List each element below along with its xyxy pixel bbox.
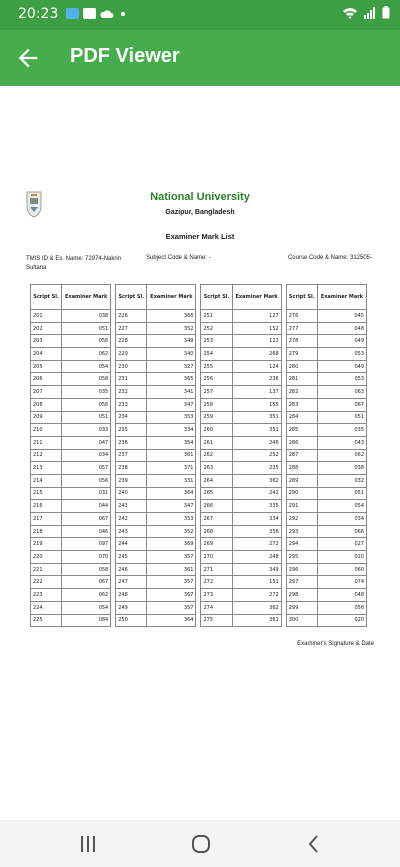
table-row <box>31 563 367 576</box>
mark-cell: 031 <box>62 487 111 500</box>
script-cell: 205 <box>31 360 62 373</box>
script-cell: 250 <box>116 614 147 627</box>
mark-cell: 155 <box>232 398 281 411</box>
script-cell: 283 <box>286 398 317 411</box>
mark-cell: 272 <box>232 538 281 551</box>
mark-cell: 056 <box>317 601 366 614</box>
script-cell: 300 <box>286 614 317 627</box>
script-cell: 226 <box>116 310 147 323</box>
mark-cell: 340 <box>147 348 196 361</box>
mark-cell: 020 <box>317 551 366 564</box>
table-row <box>31 589 367 602</box>
mark-cell: 248 <box>232 551 281 564</box>
dot-icon <box>121 12 125 16</box>
status-bar <box>0 0 400 30</box>
university-name: National University <box>150 191 250 203</box>
script-cell: 204 <box>31 348 62 361</box>
script-header: Script Sl. <box>201 285 232 310</box>
script-cell: 276 <box>286 310 317 323</box>
script-cell: 253 <box>201 335 232 348</box>
mark-cell: 362 <box>232 474 281 487</box>
script-cell: 230 <box>116 360 147 373</box>
mark-cell: 058 <box>62 373 111 386</box>
mark-cell: 152 <box>232 322 281 335</box>
mark-cell: 062 <box>62 348 111 361</box>
mark-cell: 074 <box>317 576 366 589</box>
script-cell: 223 <box>31 589 62 602</box>
app-bar <box>0 30 400 86</box>
app-title: PDF Viewer <box>70 45 180 67</box>
script-cell: 264 <box>201 474 232 487</box>
mark-cell: 062 <box>62 589 111 602</box>
table-row <box>31 386 367 399</box>
mark-cell: 347 <box>147 500 196 513</box>
mark-cell: 364 <box>147 614 196 627</box>
script-cell: 206 <box>31 373 62 386</box>
script-cell: 256 <box>201 373 232 386</box>
back-nav-icon[interactable] <box>302 832 326 856</box>
script-cell: 225 <box>31 614 62 627</box>
script-header: Script Sl. <box>31 285 62 310</box>
script-cell: 248 <box>116 589 147 602</box>
mark-cell: 046 <box>62 525 111 538</box>
university-location: Gazipur, Bangladesh <box>165 209 235 216</box>
table-row <box>31 576 367 589</box>
mark-cell: 362 <box>232 601 281 614</box>
mark-cell: 048 <box>317 589 366 602</box>
mark-header: Examiner Mark <box>147 285 196 310</box>
mark-cell: 354 <box>147 436 196 449</box>
script-cell: 222 <box>31 576 62 589</box>
mark-cell: 349 <box>232 563 281 576</box>
mark-cell: 032 <box>317 474 366 487</box>
table-row <box>31 449 367 462</box>
script-cell: 217 <box>31 513 62 526</box>
mark-cell: 361 <box>147 563 196 576</box>
script-cell: 249 <box>116 601 147 614</box>
mark-cell: 127 <box>232 310 281 323</box>
table-row <box>31 398 367 411</box>
signature-label: Examiner's Signature & Date <box>297 641 374 647</box>
script-cell: 297 <box>286 576 317 589</box>
mark-cell: 352 <box>147 322 196 335</box>
mark-cell: 038 <box>317 462 366 475</box>
script-cell: 202 <box>31 322 62 335</box>
script-cell: 221 <box>31 563 62 576</box>
script-cell: 244 <box>116 538 147 551</box>
script-cell: 278 <box>286 335 317 348</box>
script-cell: 251 <box>201 310 232 323</box>
script-cell: 258 <box>201 398 232 411</box>
script-cell: 233 <box>116 398 147 411</box>
table-row <box>31 348 367 361</box>
table-row <box>31 411 367 424</box>
mark-cell: 236 <box>232 373 281 386</box>
mark-cell: 045 <box>317 310 366 323</box>
mark-cell: 341 <box>147 386 196 399</box>
script-cell: 201 <box>31 310 62 323</box>
mark-cell: 038 <box>62 310 111 323</box>
script-cell: 240 <box>116 487 147 500</box>
script-cell: 227 <box>116 322 147 335</box>
script-cell: 220 <box>31 551 62 564</box>
script-cell: 245 <box>116 551 147 564</box>
mark-cell: 151 <box>232 576 281 589</box>
recent-apps-icon[interactable] <box>76 832 100 856</box>
mark-cell: 327 <box>147 360 196 373</box>
list-title: Examiner Mark List <box>165 232 235 241</box>
script-cell: 257 <box>201 386 232 399</box>
script-cell: 266 <box>201 500 232 513</box>
mark-cell: 033 <box>62 424 111 437</box>
table-row <box>31 551 367 564</box>
table-row <box>31 513 367 526</box>
youtube-icon <box>83 8 96 19</box>
script-cell: 292 <box>286 513 317 526</box>
home-icon[interactable] <box>189 832 213 856</box>
script-cell: 267 <box>201 513 232 526</box>
signal-icon <box>364 7 376 19</box>
mark-cell: 351 <box>232 424 281 437</box>
mark-cell: 357 <box>147 601 196 614</box>
subject-info: Subject Code & Name: - <box>146 255 211 261</box>
script-cell: 274 <box>201 601 232 614</box>
script-cell: 229 <box>116 348 147 361</box>
table-row <box>31 462 367 475</box>
wifi-icon <box>342 7 358 19</box>
table-row <box>31 614 367 627</box>
table-row <box>31 601 367 614</box>
mark-cell: 066 <box>317 525 366 538</box>
script-cell: 296 <box>286 563 317 576</box>
course-info: Course Code & Name: 312505- <box>287 255 372 261</box>
mark-cell: 051 <box>62 322 111 335</box>
mark-cell: 056 <box>62 398 111 411</box>
mark-header: Examiner Mark <box>232 285 281 310</box>
script-cell: 299 <box>286 601 317 614</box>
script-cell: 285 <box>286 424 317 437</box>
mark-cell: 058 <box>62 563 111 576</box>
script-cell: 213 <box>31 462 62 475</box>
script-cell: 242 <box>116 513 147 526</box>
script-cell: 210 <box>31 424 62 437</box>
script-cell: 294 <box>286 538 317 551</box>
table-row <box>31 538 367 551</box>
script-cell: 298 <box>286 589 317 602</box>
table-row <box>31 322 367 335</box>
script-cell: 287 <box>286 449 317 462</box>
script-cell: 293 <box>286 525 317 538</box>
script-cell: 238 <box>116 462 147 475</box>
script-cell: 288 <box>286 462 317 475</box>
script-cell: 252 <box>201 322 232 335</box>
back-arrow-icon[interactable] <box>14 44 42 72</box>
table-row <box>31 487 367 500</box>
mark-cell: 084 <box>62 614 111 627</box>
script-cell: 219 <box>31 538 62 551</box>
script-cell: 271 <box>201 563 232 576</box>
table-header-row <box>31 285 367 310</box>
table-row <box>31 525 367 538</box>
script-cell: 261 <box>201 436 232 449</box>
pdf-page[interactable] <box>0 86 400 820</box>
script-cell: 289 <box>286 474 317 487</box>
script-cell: 281 <box>286 373 317 386</box>
script-cell: 215 <box>31 487 62 500</box>
mark-cell: 364 <box>147 487 196 500</box>
mark-header: Examiner Mark <box>62 285 111 310</box>
cloud-icon <box>100 9 114 19</box>
script-cell: 208 <box>31 398 62 411</box>
mark-cell: 122 <box>232 335 281 348</box>
script-cell: 286 <box>286 436 317 449</box>
script-cell: 218 <box>31 525 62 538</box>
script-cell: 272 <box>201 576 232 589</box>
mark-cell: 361 <box>147 449 196 462</box>
mark-cell: 054 <box>62 360 111 373</box>
mark-cell: 067 <box>62 576 111 589</box>
mark-cell: 331 <box>147 474 196 487</box>
script-cell: 211 <box>31 436 62 449</box>
script-cell: 232 <box>116 386 147 399</box>
script-cell: 216 <box>31 500 62 513</box>
mark-cell: 235 <box>232 462 281 475</box>
mark-cell: 047 <box>62 436 111 449</box>
mark-cell: 366 <box>147 310 196 323</box>
mark-cell: 062 <box>317 449 366 462</box>
mark-cell: 054 <box>317 500 366 513</box>
mark-cell: 034 <box>62 449 111 462</box>
script-cell: 254 <box>201 348 232 361</box>
mark-cell: 035 <box>62 386 111 399</box>
mark-cell: 070 <box>62 551 111 564</box>
script-cell: 214 <box>31 474 62 487</box>
script-cell: 207 <box>31 386 62 399</box>
mark-cell: 252 <box>232 449 281 462</box>
mark-cell: 053 <box>317 373 366 386</box>
tmis-info: TMIS ID & Ex. Name: 72974-Nakrin Sultana <box>26 256 122 271</box>
navigation-bar <box>0 820 400 867</box>
script-cell: 243 <box>116 525 147 538</box>
script-cell: 291 <box>286 500 317 513</box>
mark-cell: 137 <box>232 386 281 399</box>
mark-cell: 272 <box>232 589 281 602</box>
mark-cell: 097 <box>62 538 111 551</box>
mark-cell: 357 <box>147 576 196 589</box>
mark-cell: 049 <box>317 360 366 373</box>
script-cell: 268 <box>201 525 232 538</box>
script-cell: 270 <box>201 551 232 564</box>
script-cell: 203 <box>31 335 62 348</box>
notification-icons <box>66 8 125 19</box>
mark-cell: 246 <box>232 436 281 449</box>
script-cell: 231 <box>116 373 147 386</box>
mark-cell: 067 <box>62 513 111 526</box>
script-cell: 279 <box>286 348 317 361</box>
script-cell: 280 <box>286 360 317 373</box>
table-row <box>31 335 367 348</box>
mark-cell: 051 <box>317 487 366 500</box>
table-row <box>31 360 367 373</box>
battery-icon <box>382 6 390 19</box>
mark-cell: 049 <box>317 335 366 348</box>
script-cell: 247 <box>116 576 147 589</box>
script-cell: 246 <box>116 563 147 576</box>
script-cell: 295 <box>286 551 317 564</box>
mark-cell: 353 <box>147 513 196 526</box>
table-row <box>31 500 367 513</box>
mark-cell: 367 <box>147 589 196 602</box>
mark-cell: 057 <box>62 462 111 475</box>
mark-cell: 356 <box>232 525 281 538</box>
mark-cell: 067 <box>317 398 366 411</box>
mark-header: Examiner Mark <box>317 285 366 310</box>
mark-cell: 365 <box>147 373 196 386</box>
script-header: Script Sl. <box>286 285 317 310</box>
mark-cell: 043 <box>317 436 366 449</box>
app-notification-icon <box>66 8 79 19</box>
script-cell: 263 <box>201 462 232 475</box>
table-row <box>31 310 367 323</box>
mark-cell: 334 <box>147 424 196 437</box>
mark-cell: 347 <box>147 398 196 411</box>
script-cell: 260 <box>201 424 232 437</box>
script-cell: 282 <box>286 386 317 399</box>
mark-table <box>30 284 367 627</box>
script-cell: 241 <box>116 500 147 513</box>
mark-cell: 063 <box>317 386 366 399</box>
mark-cell: 268 <box>232 348 281 361</box>
script-cell: 277 <box>286 322 317 335</box>
script-cell: 262 <box>201 449 232 462</box>
status-time: 20:23 <box>18 6 59 22</box>
script-cell: 284 <box>286 411 317 424</box>
mark-cell: 357 <box>147 551 196 564</box>
script-cell: 235 <box>116 424 147 437</box>
mark-cell: 056 <box>62 335 111 348</box>
mark-cell: 124 <box>232 360 281 373</box>
script-cell: 224 <box>31 601 62 614</box>
mark-cell: 334 <box>232 513 281 526</box>
script-cell: 239 <box>116 474 147 487</box>
table-row <box>31 373 367 386</box>
script-cell: 290 <box>286 487 317 500</box>
script-cell: 265 <box>201 487 232 500</box>
script-cell: 269 <box>201 538 232 551</box>
mark-cell: 027 <box>317 538 366 551</box>
mark-cell: 048 <box>317 322 366 335</box>
mark-cell: 369 <box>147 538 196 551</box>
mark-cell: 051 <box>62 411 111 424</box>
mark-cell: 351 <box>232 411 281 424</box>
script-cell: 273 <box>201 589 232 602</box>
mark-cell: 335 <box>232 500 281 513</box>
table-row <box>31 424 367 437</box>
table-row <box>31 474 367 487</box>
mark-cell: 242 <box>232 487 281 500</box>
mark-cell: 353 <box>147 411 196 424</box>
mark-cell: 053 <box>317 348 366 361</box>
script-cell: 228 <box>116 335 147 348</box>
table-body <box>31 310 367 627</box>
script-cell: 275 <box>201 614 232 627</box>
mark-cell: 349 <box>147 335 196 348</box>
script-cell: 212 <box>31 449 62 462</box>
script-cell: 237 <box>116 449 147 462</box>
mark-cell: 352 <box>147 525 196 538</box>
script-header: Script Sl. <box>116 285 147 310</box>
script-cell: 209 <box>31 411 62 424</box>
mark-cell: 020 <box>317 614 366 627</box>
mark-cell: 056 <box>62 474 111 487</box>
mark-cell: 371 <box>147 462 196 475</box>
mark-cell: 044 <box>62 500 111 513</box>
table-row <box>31 436 367 449</box>
mark-cell: 051 <box>317 411 366 424</box>
script-cell: 234 <box>116 411 147 424</box>
mark-cell: 035 <box>317 424 366 437</box>
script-cell: 236 <box>116 436 147 449</box>
script-cell: 259 <box>201 411 232 424</box>
mark-cell: 060 <box>317 563 366 576</box>
mark-cell: 054 <box>62 601 111 614</box>
mark-cell: 361 <box>232 614 281 627</box>
script-cell: 255 <box>201 360 232 373</box>
mark-cell: 034 <box>317 513 366 526</box>
